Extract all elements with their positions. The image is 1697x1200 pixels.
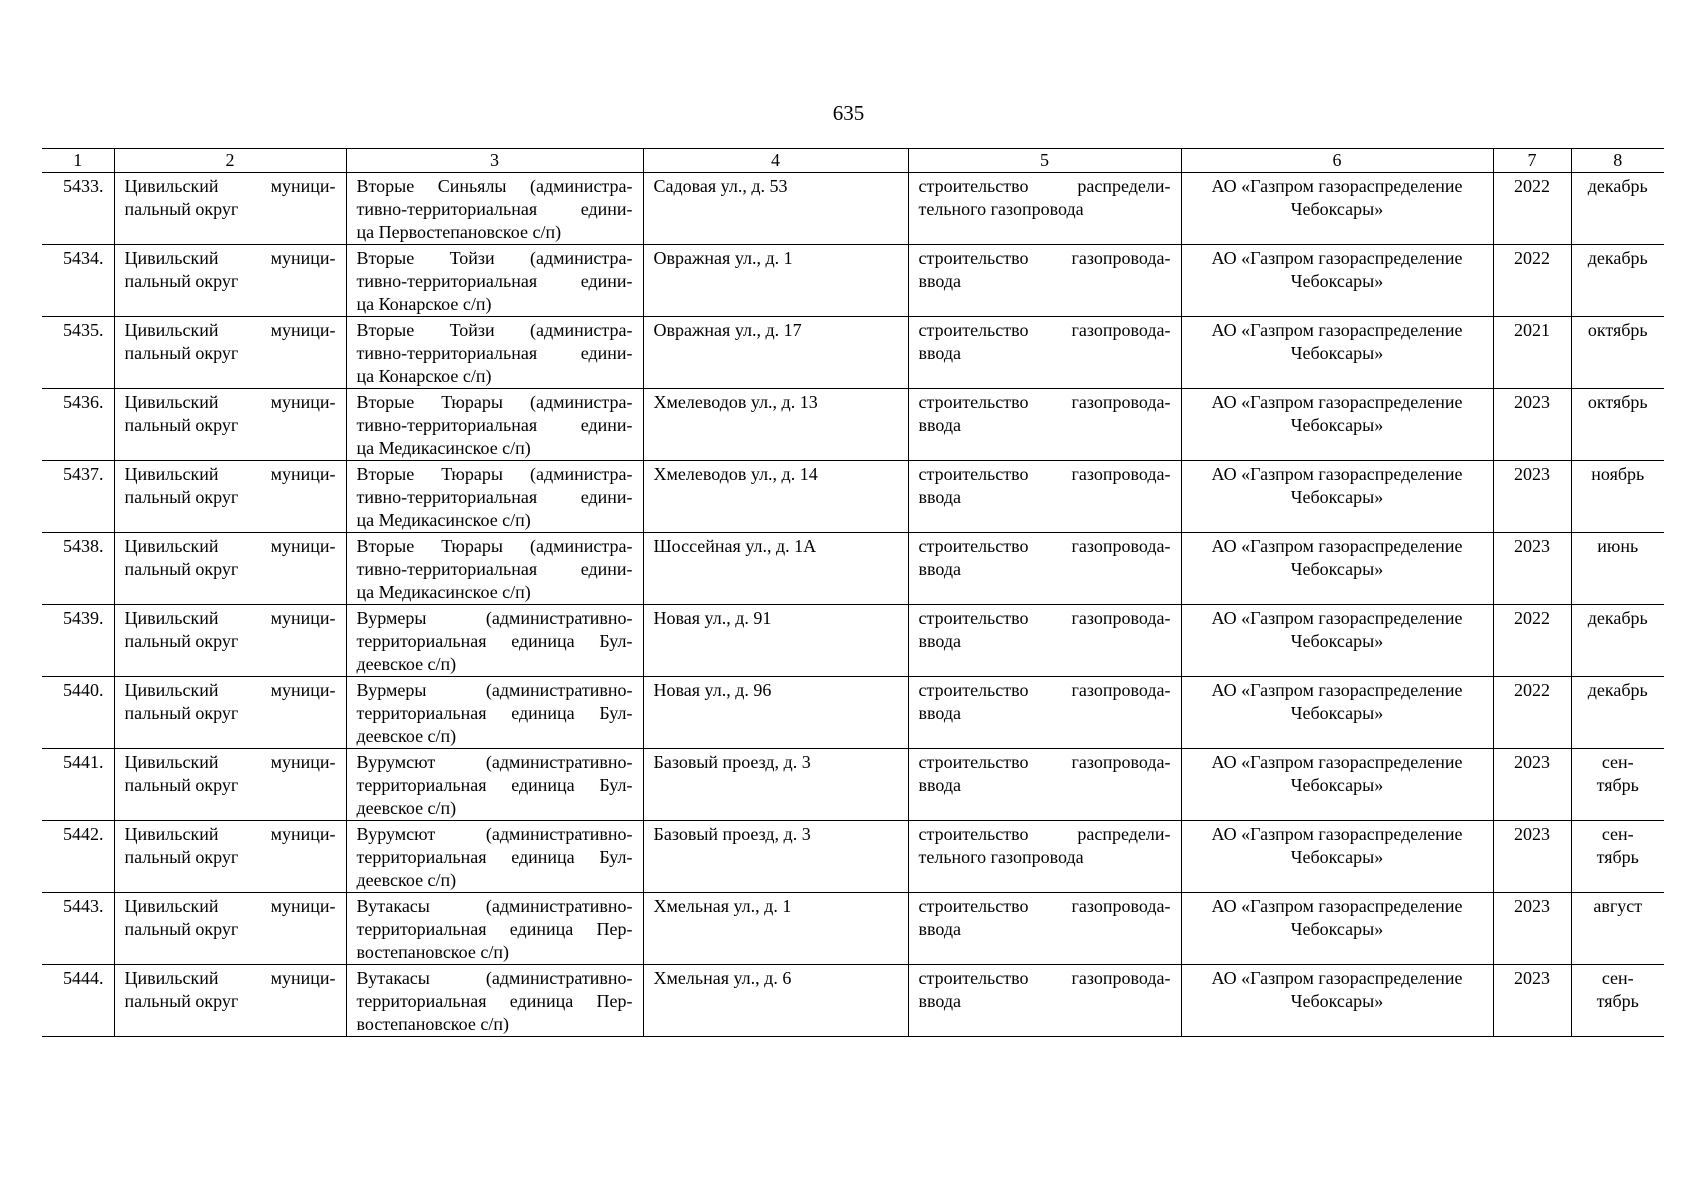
month-cell [1571,461,1664,533]
address-cell: Хмельная ул., д. 6 [643,965,908,1037]
work-type-cell [908,389,1181,461]
cell-line: АО «Газпром газораспределение [1211,320,1463,340]
cell-line: Вутакасы (административно- [356,968,633,988]
row-number: 5433. [42,173,114,245]
cell-line: тябрь [1596,847,1639,867]
cell-line: строительство газопровода- [918,896,1171,916]
row-number: 5443. [42,893,114,965]
cell-line: июнь [1597,536,1639,556]
cell-line: деевское с/п) [356,798,457,818]
cell-line: ввода [918,631,962,651]
row-number: 5436. [42,389,114,461]
address-cell: Шоссейная ул., д. 1А [643,533,908,605]
cell-line: АО «Газпром газораспределение [1211,392,1463,412]
year-cell: 2023 [1493,461,1571,533]
address-cell: Хмельная ул., д. 1 [643,893,908,965]
year-cell: 2023 [1493,533,1571,605]
row-number: 5437. [42,461,114,533]
column-header-6: 6 [1181,149,1493,173]
cell-line: пальный округ [124,703,239,723]
locality-cell [346,533,643,605]
organization-cell [1181,173,1493,245]
header-row [42,149,1664,173]
cell-line: Цивильский муници- [124,536,336,556]
cell-line: Цивильский муници- [124,824,336,844]
cell-line: Вурумсют (административно- [356,752,633,772]
cell-line: декабрь [1587,680,1648,700]
district-cell [114,677,346,749]
cell-line: строительство распредели- [918,176,1171,196]
cell-line: тивно-территориальная едини- [356,343,633,363]
cell-line: октябрь [1587,320,1648,340]
column-header-5: 5 [908,149,1181,173]
cell-line: ввода [918,487,962,507]
year-cell: 2023 [1493,389,1571,461]
month-cell [1571,389,1664,461]
organization-cell [1181,749,1493,821]
column-header-2: 2 [114,149,346,173]
month-cell [1571,965,1664,1037]
cell-line: Чебоксары» [1290,991,1384,1011]
cell-line: территориальная единица Пер- [356,991,633,1011]
organization-cell [1181,677,1493,749]
row-number: 5442. [42,821,114,893]
address-cell: Базовый проезд, д. 3 [643,821,908,893]
address-cell: Овражная ул., д. 1 [643,245,908,317]
cell-line: пальный округ [124,487,239,507]
cell-line: деевское с/п) [356,870,457,890]
table-row [42,389,1664,461]
cell-line: Вторые Тойзи (администра- [356,248,633,268]
cell-line: деевское с/п) [356,654,457,674]
row-number: 5440. [42,677,114,749]
cell-line: пальный округ [124,199,239,219]
locality-cell [346,749,643,821]
cell-line: пальный округ [124,343,239,363]
cell-line: строительство распредели- [918,824,1171,844]
row-number: 5434. [42,245,114,317]
cell-line: Вторые Тюрары (администра- [356,392,633,412]
month-cell [1571,821,1664,893]
cell-line: строительство газопровода- [918,752,1171,772]
row-number: 5438. [42,533,114,605]
month-cell [1571,245,1664,317]
cell-line: декабрь [1587,248,1648,268]
cell-line: октябрь [1587,392,1648,412]
address-cell: Базовый проезд, д. 3 [643,749,908,821]
cell-line: Чебоксары» [1290,703,1384,723]
cell-line: Чебоксары» [1290,847,1384,867]
month-cell [1571,173,1664,245]
column-header-3: 3 [346,149,643,173]
column-header-1: 1 [42,149,114,173]
cell-line: август [1593,896,1643,916]
cell-line: пальный округ [124,775,239,795]
address-cell: Хмелеводов ул., д. 14 [643,461,908,533]
locality-cell [346,965,643,1037]
cell-line: Цивильский муници- [124,968,336,988]
cell-line: пальный округ [124,919,239,939]
cell-line: Цивильский муници- [124,176,336,196]
table-row [42,749,1664,821]
cell-line: Цивильский муници- [124,320,336,340]
work-type-cell [908,317,1181,389]
cell-line: ввода [918,559,962,579]
cell-line: сен- [1601,752,1634,772]
cell-line: пальный округ [124,271,239,291]
table-row [42,461,1664,533]
cell-line: Чебоксары» [1290,271,1384,291]
cell-line: АО «Газпром газораспределение [1211,608,1463,628]
cell-line: АО «Газпром газораспределение [1211,968,1463,988]
district-cell [114,389,346,461]
cell-line: ноябрь [1591,464,1645,484]
cell-line: Чебоксары» [1290,343,1384,363]
cell-line: АО «Газпром газораспределение [1211,680,1463,700]
work-type-cell [908,533,1181,605]
locality-cell [346,677,643,749]
organization-cell [1181,533,1493,605]
locality-cell [346,893,643,965]
cell-line: ввода [918,343,962,363]
table-row [42,677,1664,749]
cell-line: территориальная единица Бул- [356,847,633,867]
cell-line: тивно-территориальная едини- [356,559,633,579]
locality-cell [346,317,643,389]
cell-line: ца Конарское с/п) [356,294,492,314]
month-cell [1571,677,1664,749]
work-type-cell [908,461,1181,533]
cell-line: Чебоксары» [1290,775,1384,795]
cell-line: Вурмеры (административно- [356,680,633,700]
district-cell [114,173,346,245]
cell-line: территориальная единица Бул- [356,703,633,723]
cell-line: Вторые Тюрары (администра- [356,464,633,484]
district-cell [114,605,346,677]
cell-line: деевское с/п) [356,726,457,746]
cell-line: строительство газопровода- [918,680,1171,700]
column-header-8: 8 [1571,149,1664,173]
cell-line: строительство газопровода- [918,392,1171,412]
cell-line: Чебоксары» [1290,487,1384,507]
cell-line: Цивильский муници- [124,608,336,628]
work-type-cell [908,677,1181,749]
year-cell: 2023 [1493,749,1571,821]
cell-line: ца Медикасинское с/п) [356,438,531,458]
cell-line: Чебоксары» [1290,631,1384,651]
cell-line: Цивильский муници- [124,248,336,268]
cell-line: ца Медикасинское с/п) [356,582,531,602]
month-cell [1571,605,1664,677]
table-header [42,149,1664,173]
cell-line: Вторые Тойзи (администра- [356,320,633,340]
cell-line: тивно-территориальная едини- [356,487,633,507]
year-cell: 2023 [1493,965,1571,1037]
cell-line: тельного газопровода [918,847,1084,867]
cell-line: АО «Газпром газораспределение [1211,752,1463,772]
address-cell: Овражная ул., д. 17 [643,317,908,389]
work-type-cell [908,605,1181,677]
cell-line: ввода [918,415,962,435]
cell-line: пальный округ [124,847,239,867]
column-header-7: 7 [1493,149,1571,173]
organization-cell [1181,893,1493,965]
work-type-cell [908,821,1181,893]
work-type-cell [908,173,1181,245]
cell-line: Цивильский муници- [124,680,336,700]
work-type-cell [908,749,1181,821]
cell-line: строительство газопровода- [918,608,1171,628]
district-cell [114,749,346,821]
table-body [42,173,1664,1037]
district-cell [114,317,346,389]
month-cell [1571,533,1664,605]
cell-line: территориальная единица Бул- [356,775,633,795]
page-number: 635 [832,101,865,125]
cell-line: ца Конарское с/п) [356,366,492,386]
work-type-cell [908,965,1181,1037]
cell-line: строительство газопровода- [918,536,1171,556]
cell-line: территориальная единица Пер- [356,919,633,939]
cell-line: АО «Газпром газораспределение [1211,176,1463,196]
cell-line: ввода [918,271,962,291]
table-row [42,317,1664,389]
cell-line: территориальная единица Бул- [356,631,633,651]
cell-line: ца Медикасинское с/п) [356,510,531,530]
cell-line: сен- [1601,968,1634,988]
cell-line: Вторые Тюрары (администра- [356,536,633,556]
cell-line: пальный округ [124,559,239,579]
cell-line: Цивильский муници- [124,752,336,772]
cell-line: АО «Газпром газораспределение [1211,896,1463,916]
cell-line: пальный округ [124,631,239,651]
cell-line: тябрь [1596,991,1639,1011]
locality-cell [346,245,643,317]
row-number: 5435. [42,317,114,389]
year-cell: 2022 [1493,245,1571,317]
district-cell [114,965,346,1037]
organization-cell [1181,245,1493,317]
cell-line: Вурмеры (административно- [356,608,633,628]
cell-line: строительство газопровода- [918,320,1171,340]
cell-line: ввода [918,775,962,795]
cell-line: пальный округ [124,415,239,435]
district-cell [114,821,346,893]
month-cell [1571,317,1664,389]
cell-line: тивно-территориальная едини- [356,415,633,435]
table-row [42,605,1664,677]
table-row [42,821,1664,893]
cell-line: сен- [1601,824,1634,844]
cell-line: АО «Газпром газораспределение [1211,824,1463,844]
cell-line: АО «Газпром газораспределение [1211,464,1463,484]
cell-line: ввода [918,991,962,1011]
address-cell: Новая ул., д. 91 [643,605,908,677]
locality-cell [346,461,643,533]
cell-line: декабрь [1587,608,1648,628]
table-row [42,893,1664,965]
organization-cell [1181,389,1493,461]
organization-cell [1181,965,1493,1037]
cell-line: Вторые Синьялы (администра- [356,176,633,196]
cell-line: ввода [918,919,962,939]
cell-line: строительство газопровода- [918,464,1171,484]
year-cell: 2022 [1493,605,1571,677]
organization-cell [1181,821,1493,893]
cell-line: тельного газопровода [918,199,1084,219]
month-cell [1571,749,1664,821]
table-row [42,245,1664,317]
year-cell: 2023 [1493,821,1571,893]
month-cell [1571,893,1664,965]
cell-line: Чебоксары» [1290,415,1384,435]
address-cell: Новая ул., д. 96 [643,677,908,749]
address-cell: Садовая ул., д. 53 [643,173,908,245]
cell-line: тивно-территориальная едини- [356,199,633,219]
locality-cell [346,173,643,245]
cell-line: АО «Газпром газораспределение [1211,536,1463,556]
year-cell: 2023 [1493,893,1571,965]
organization-cell [1181,605,1493,677]
cell-line: Чебоксары» [1290,919,1384,939]
organization-cell [1181,317,1493,389]
cell-line: тябрь [1596,775,1639,795]
cell-line: Цивильский муници- [124,896,336,916]
address-cell: Хмелеводов ул., д. 13 [643,389,908,461]
row-number: 5441. [42,749,114,821]
cell-line: востепановское с/п) [356,942,509,962]
table-row [42,173,1664,245]
row-number: 5444. [42,965,114,1037]
cell-line: ввода [918,703,962,723]
district-cell [114,245,346,317]
locality-cell [346,389,643,461]
district-cell [114,533,346,605]
cell-line: Чебоксары» [1290,559,1384,579]
year-cell: 2022 [1493,173,1571,245]
cell-line: Вутакасы (административно- [356,896,633,916]
gasification-table [42,148,1664,1037]
district-cell [114,461,346,533]
locality-cell [346,821,643,893]
table-row [42,965,1664,1037]
district-cell [114,893,346,965]
cell-line: Цивильский муници- [124,464,336,484]
cell-line: АО «Газпром газораспределение [1211,248,1463,268]
cell-line: строительство газопровода- [918,248,1171,268]
cell-line: строительство газопровода- [918,968,1171,988]
year-cell: 2021 [1493,317,1571,389]
cell-line: ца Первостепановское с/п) [356,222,562,242]
cell-line: Вурумсют (административно- [356,824,633,844]
work-type-cell [908,245,1181,317]
year-cell: 2022 [1493,677,1571,749]
locality-cell [346,605,643,677]
cell-line: востепановское с/п) [356,1014,509,1034]
cell-line: Цивильский муници- [124,392,336,412]
cell-line: декабрь [1587,176,1648,196]
work-type-cell [908,893,1181,965]
table-row [42,533,1664,605]
cell-line: тивно-территориальная едини- [356,271,633,291]
organization-cell [1181,461,1493,533]
row-number: 5439. [42,605,114,677]
cell-line: пальный округ [124,991,239,1011]
column-header-4: 4 [643,149,908,173]
cell-line: Чебоксары» [1290,199,1384,219]
